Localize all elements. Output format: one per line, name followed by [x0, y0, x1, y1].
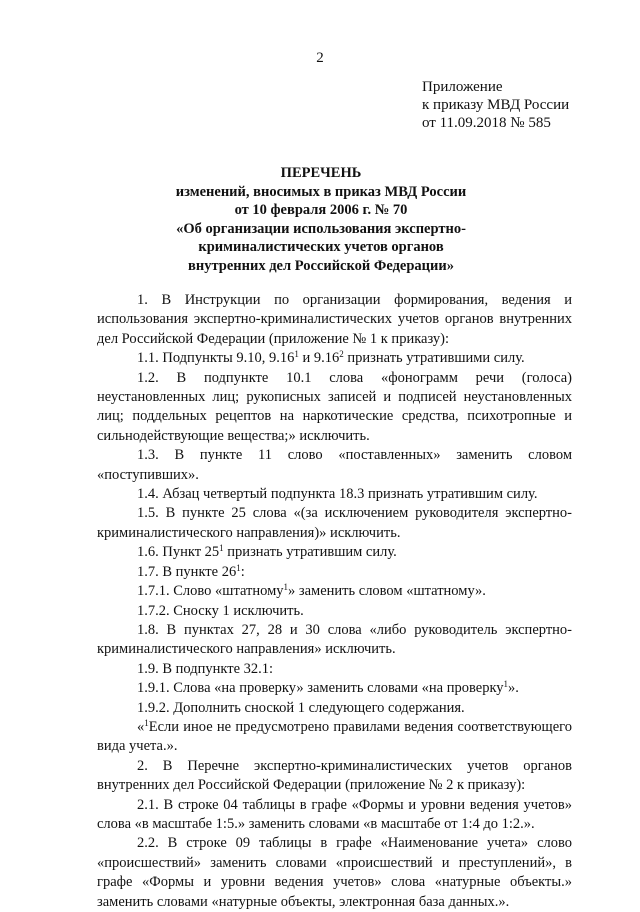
- paragraph: 1.5. В пункте 25 слова «(за исключением руководителя экспертно-криминалистического направления)» исключить.: [97, 505, 572, 541]
- paragraph: 1.7. В пункте $26^1$:: [137, 562, 245, 580]
- paragraph: 1. В Инструкции по организации формирования, ведения и использования экспертно-криминалистических учетов органов внутренних дел Российской Федерации (приложение № 1 к приказу):: [97, 292, 572, 347]
- appendix-line: к приказу МВД России: [422, 97, 570, 113]
- title-line: внутренних дел Российской Федерации»: [188, 257, 454, 274]
- title-heading: ПЕРЕЧЕНЬ: [280, 165, 362, 181]
- paragraph: 1.6. Пункт $25^1$ признать утратившим силу.: [137, 543, 397, 561]
- paragraph: 1.7.1. Слово «штатному$^1$» заменить словом «штатному».: [137, 582, 486, 600]
- title-line: криминалистических учетов органов: [198, 239, 444, 255]
- document-body: [97, 291, 572, 912]
- paragraph: 1.1. Подпункты 9.10, 9.16$^1$ и 9.16$^2$ признать утратившими силу.: [137, 349, 525, 367]
- paragraph: 2.2. В строке 09 таблицы в графе «Наименование учета» слово «происшествий» заменить словами «происшествий и преступлений», в графе «Формы и уровни ведения учетов» слова «натурные объекты.» заменить словами «натурные объекты, электронная база данных.».: [97, 835, 572, 910]
- paragraph: 1.8. В пунктах 27, 28 и 30 слова «либо руководитель экспертно-криминалистического направления» исключить.: [97, 621, 572, 658]
- paragraph: 2.1. В строке 04 таблицы в графе «Формы и уровни ведения учетов» слова «в масштабе 1:5.» заменить словами «в масштабе от 1:4 до 1:2.».: [97, 796, 572, 832]
- paragraph: 2. В Перечне экспертно-криминалистических учетов органов внутренних дел Российской Федерации (приложение № 2 к приказу):: [97, 757, 572, 794]
- paragraph: 1.9.1. Слова «на проверку» заменить словами «на проверку$^1$».: [137, 679, 519, 697]
- paragraph: 1.3. В пункте 11 слово «поставленных» заменить словом «поступивших».: [97, 447, 572, 483]
- title-line: от 10 февраля 2006 г. № 70: [234, 202, 408, 218]
- title-line: «Об организации использования экспертно-: [176, 220, 466, 237]
- appendix-order-ref: от 11.09.2018 № 585: [422, 115, 551, 131]
- title-line: изменений, вносимых в приказ МВД России: [175, 183, 467, 200]
- appendix-header: [422, 78, 569, 132]
- paragraph: 1.7.2. Сноску 1 исключить.: [137, 602, 304, 619]
- appendix-line: Приложение: [422, 79, 503, 95]
- paragraph: 1.2. В подпункте 10.1 слова «фонограмм речи (голоса) неустановленных лиц; рукописных записей и подписей неустановленных лиц; поддельных рецептов на наркотические средства, психотропные и сильнодействующие вещества;» исключить.: [97, 369, 572, 444]
- paragraph: 1.4. Абзац четвертый подпункта 18.3 признать утратившим силу.: [137, 486, 538, 503]
- footnote-text: «$^1$Если иное не предусмотрено правилами ведения соответствующего вида учета.».: [97, 717, 572, 755]
- document-title: [96, 164, 546, 275]
- page-number: 2: [316, 50, 324, 66]
- paragraph: 1.9.2. Дополнить сноской 1 следующего содержания.: [137, 699, 465, 716]
- paragraph: 1.9. В подпункте 32.1:: [137, 660, 274, 677]
